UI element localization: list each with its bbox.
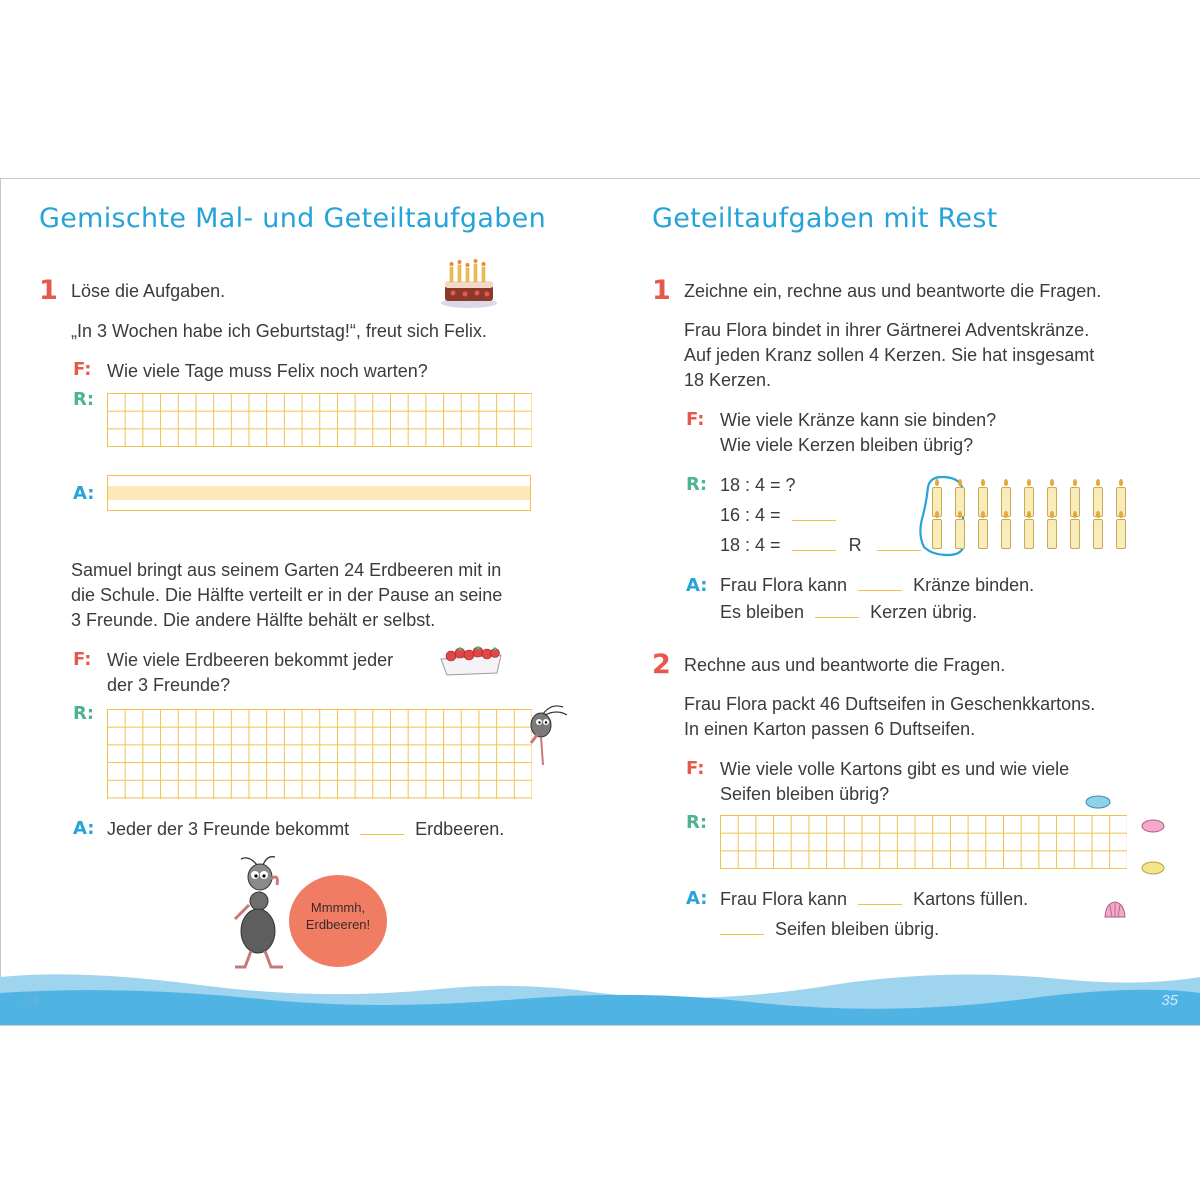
speech-bubble-line: Mmmmh, (310, 900, 366, 915)
question-label: F: (686, 409, 705, 430)
bottom-wave (0, 959, 1200, 1025)
answer-sentence (720, 917, 939, 943)
task-number: 1 (652, 275, 671, 306)
left-page (0, 179, 601, 1025)
answer-line[interactable] (107, 475, 531, 511)
candle (978, 519, 988, 549)
task-story: „In 3 Wochen habe ich Geburtstag!“, freut sich Felix. (71, 321, 487, 341)
answer-text: Seifen bleiben übrig. (775, 919, 940, 939)
calculation-grid[interactable] (107, 393, 532, 447)
task-instruction: Rechne aus und beantworte die Fragen. (684, 655, 1006, 675)
calculation-label: R: (73, 703, 95, 724)
question-text: Seifen bleiben übrig? (720, 784, 890, 804)
rest-label: R (848, 535, 862, 555)
shell-soap-icon (1102, 899, 1128, 921)
candle (1116, 519, 1126, 549)
book-spread (0, 178, 1200, 1026)
answer-sentence (107, 817, 504, 843)
task-story-line: Frau Flora packt 46 Duftseifen in Geschenkkartons. (684, 694, 1096, 714)
calculation-label: R: (686, 474, 708, 495)
candle (1047, 519, 1057, 549)
question-label: F: (73, 359, 92, 380)
candle (1093, 519, 1103, 549)
calculation-grid[interactable] (720, 815, 1127, 869)
right-page (600, 179, 1200, 1025)
question-text: Wie viele Kerzen bleiben übrig? (720, 435, 974, 455)
question-text: Wie viele Erdbeeren bekommt jeder (107, 650, 394, 670)
birthday-cake-icon (437, 259, 501, 309)
soap-icon (1140, 817, 1166, 835)
strawberry-bowl-icon (437, 643, 505, 679)
answer-blank[interactable] (815, 601, 859, 618)
answer-blank[interactable] (858, 888, 902, 905)
calc-text: 16 : 4 = (720, 505, 781, 525)
rest-blank[interactable] (877, 534, 921, 551)
answer-text: Frau Flora kann (720, 575, 848, 595)
calculation-grid[interactable] (107, 709, 532, 799)
ant-peeking-icon (523, 703, 573, 773)
task-number: 2 (652, 649, 671, 680)
candle (1001, 519, 1011, 549)
task-story-line: In einen Karton passen 6 Duftseifen. (684, 719, 976, 739)
page-number-left: 34 (22, 992, 39, 1009)
answer-text: Frau Flora kann (720, 889, 848, 909)
answer-text: Kerzen übrig. (870, 602, 978, 622)
answer-text: Es bleiben (720, 602, 805, 622)
answer-text: Kartons füllen. (913, 889, 1029, 909)
task-story-line: Samuel bringt aus seinem Garten 24 Erdbeeren mit in (71, 560, 502, 580)
calc-line (720, 503, 836, 529)
candle (1024, 519, 1034, 549)
calc-blank[interactable] (792, 534, 836, 551)
question-label: F: (686, 758, 705, 779)
page-number-right: 35 (1161, 992, 1178, 1009)
question-text: Wie viele Kränze kann sie binden? (720, 410, 997, 430)
question-text: der 3 Freunde? (107, 675, 231, 695)
answer-blank[interactable] (360, 818, 404, 835)
question-label: F: (73, 649, 92, 670)
answer-text: Erdbeeren. (415, 819, 505, 839)
task-story-line: Auf jeden Kranz sollen 4 Kerzen. Sie hat insgesamt (684, 345, 1095, 365)
soap-icon (1084, 793, 1112, 811)
ant-character-icon (227, 855, 297, 973)
answer-blank[interactable] (858, 574, 902, 591)
speech-bubble-line: Erdbeeren! (305, 917, 371, 932)
soap-icon (1140, 859, 1166, 877)
question-text: Wie viele Tage muss Felix noch warten? (107, 361, 428, 381)
candle (955, 519, 965, 549)
candles-drawing (918, 475, 1130, 557)
question-text: Wie viele volle Kartons gibt es und wie viele (720, 759, 1070, 779)
calc-blank[interactable] (792, 504, 836, 521)
candle (932, 519, 942, 549)
right-page-title: Geteiltaufgaben mit Rest (652, 203, 998, 234)
calc-line (720, 533, 921, 559)
left-page-title: Gemischte Mal- und Geteiltaufgaben (39, 203, 546, 234)
calc-line: 18 : 4 = ? (720, 475, 796, 495)
task-instruction: Zeichne ein, rechne aus und beantworte die Fragen. (684, 281, 1102, 301)
task-number: 1 (39, 275, 58, 306)
calc-text: 18 : 4 = (720, 535, 781, 555)
answer-blank[interactable] (720, 918, 764, 935)
answer-label: A: (73, 483, 95, 504)
answer-label: A: (73, 818, 95, 839)
answer-text: Kränze binden. (913, 575, 1035, 595)
answer-sentence (720, 887, 1028, 913)
task-instruction: Löse die Aufgaben. (71, 281, 226, 301)
answer-label: A: (686, 575, 708, 596)
speech-bubble (289, 875, 387, 967)
answer-label: A: (686, 888, 708, 909)
task-story-line: Frau Flora bindet in ihrer Gärtnerei Adventskränze. (684, 320, 1090, 340)
task-story-line: die Schule. Die Hälfte verteilt er in der Pause an seine (71, 585, 503, 605)
task-story-line: 3 Freunde. Die andere Hälfte behält er selbst. (71, 610, 436, 630)
task-story-line: 18 Kerzen. (684, 370, 772, 390)
calculation-label: R: (686, 812, 708, 833)
candle (1070, 519, 1080, 549)
answer-text: Jeder der 3 Freunde bekommt (107, 819, 350, 839)
answer-sentence (720, 573, 1034, 599)
answer-sentence (720, 600, 977, 626)
calculation-label: R: (73, 389, 95, 410)
